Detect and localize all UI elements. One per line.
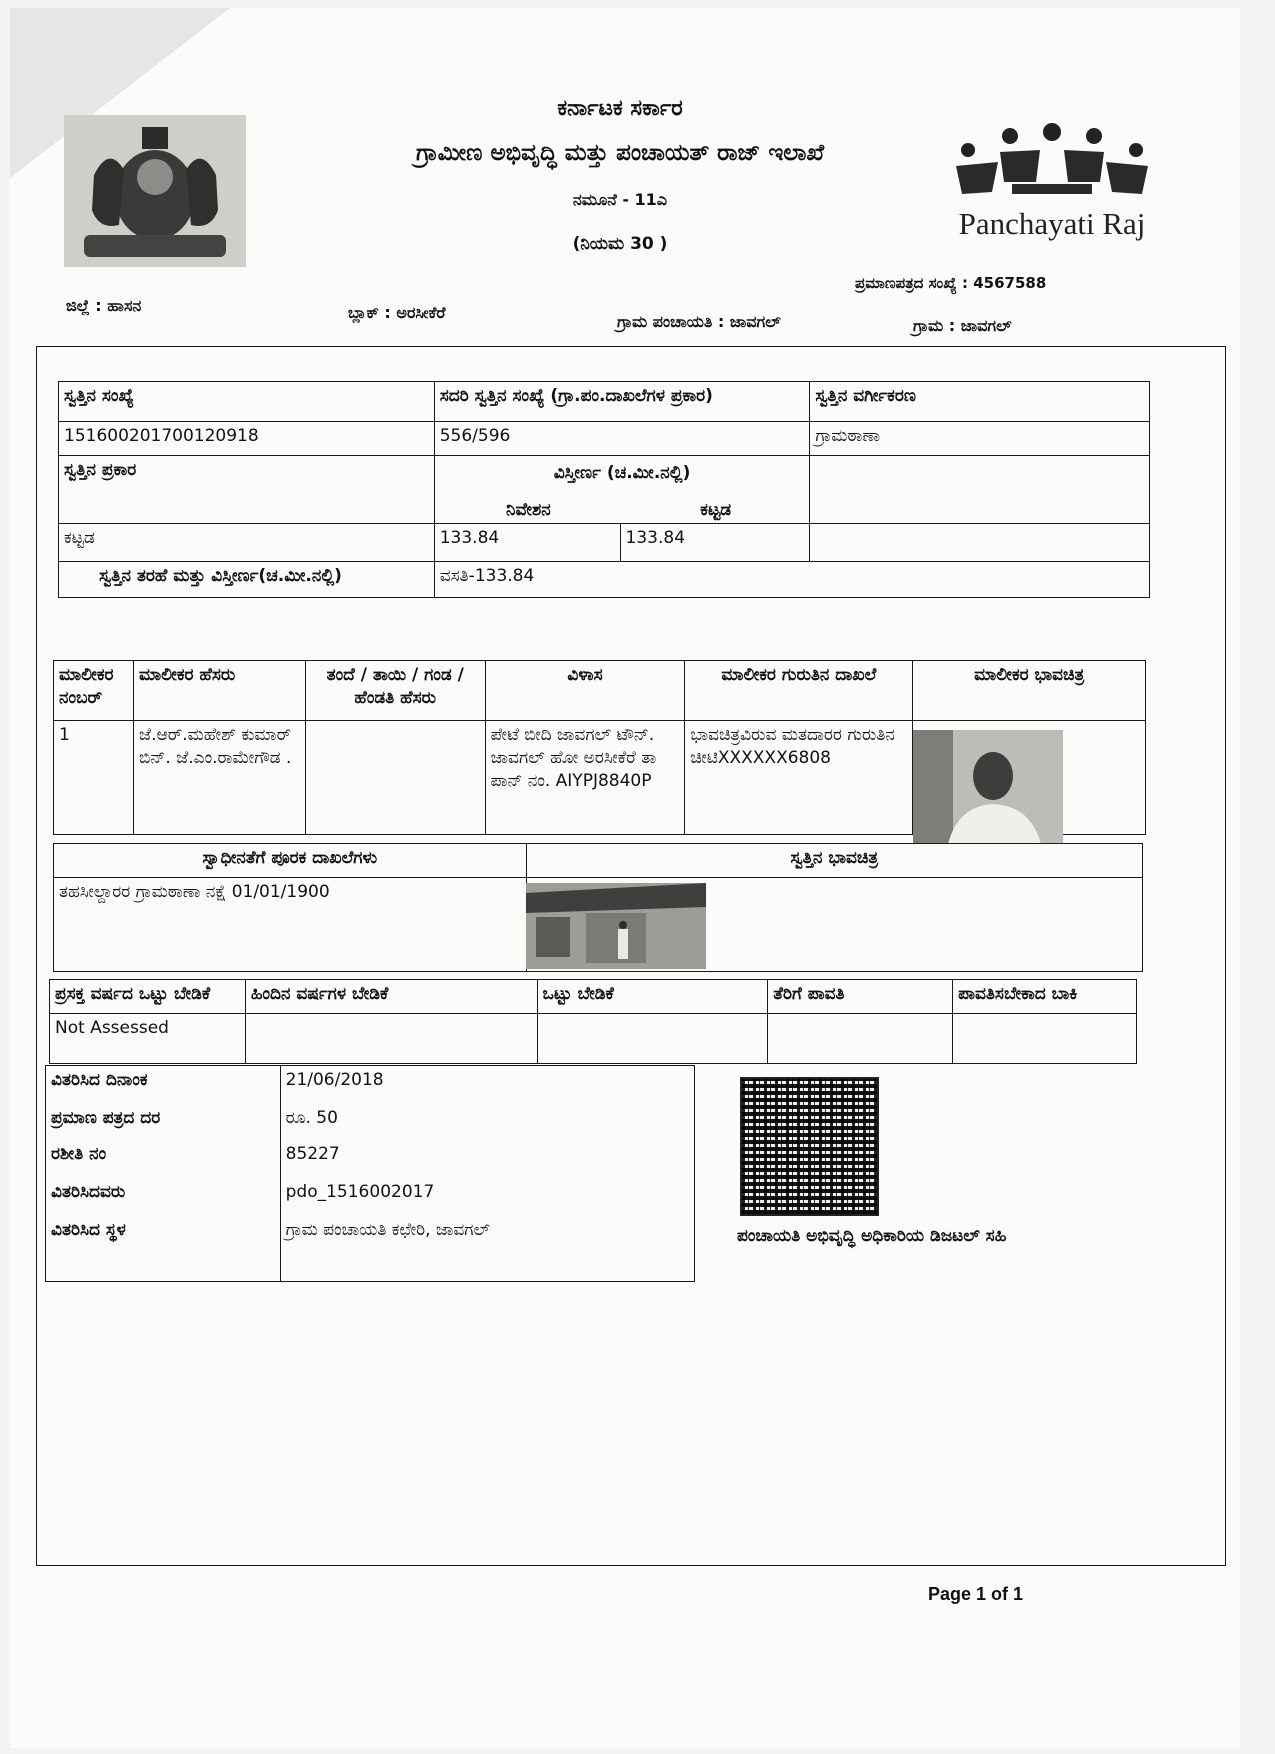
owner-photo	[913, 730, 1063, 844]
ownership-docs-value: ತಹಸೀಲ್ದಾರರ ಗ್ರಾಮಠಾಣಾ ನಕ್ಷೆ 01/01/1900	[54, 878, 527, 972]
panchayati-raj-logo-text: Panchayati Raj	[958, 206, 1146, 241]
total-demand-header: ಒಟ್ಟು ಬೇಡಿಕೆ	[537, 980, 768, 1014]
empty-cell	[810, 524, 1150, 562]
certificate-fee-value: ರೂ. 50	[280, 1104, 694, 1140]
previous-demand-value	[245, 1014, 537, 1064]
owner-address: ಪೇಟೆ ಬೀದಿ ಜಾವಗಲ್ ಟೌನ್. ಜಾವಗಲ್ ಹೋ ಅರಸೀಕೆರೆ ತಾ ಪಾನ್ ನಂ. AIYPJ8840P	[485, 721, 685, 835]
nature-value: ವಸತಿ-133.84	[434, 562, 1149, 598]
issue-place-value: ಗ್ರಾಮ ಪಂಚಾಯತಿ ಕಛೇರಿ, ಜಾವಗಲ್	[280, 1216, 694, 1282]
site-label: ನಿವೇಶನ	[506, 499, 551, 520]
owner-name-header: ಮಾಲೀಕರ ಹೆಸರು	[133, 661, 305, 721]
property-type-value: ಕಟ್ಟಡ	[59, 524, 435, 562]
area-header	[434, 456, 810, 524]
issued-by-value: pdo_1516002017	[280, 1178, 694, 1216]
issued-by-label: ವಿತರಿಸಿದವರು	[46, 1178, 281, 1216]
relation-header: ತಂದೆ / ತಾಯಿ / ಗಂಡ / ಹೆಂಡತಿ ಹೆಸರು	[305, 661, 485, 721]
nature-label: ಸ್ವತ್ತಿನ ತರಹೆ ಮತ್ತು ವಿಸ್ತೀರ್ಣ(ಚ.ಮೀ.ನಲ್ಲಿ)	[59, 562, 435, 598]
address-header: ವಿಳಾಸ	[485, 661, 685, 721]
classification-label: ಸ್ವತ್ತಿನ ವರ್ಗೀಕರಣ	[810, 382, 1150, 422]
block: ಬ್ಲಾಕ್ : ಅರಸೀಕೆರೆ	[348, 303, 446, 322]
receipt-number-value: 85227	[280, 1140, 694, 1178]
property-photo-label: ಸ್ವತ್ತಿನ ಭಾವಚಿತ್ರ	[526, 844, 1142, 878]
area-label: ವಿಸ್ತೀರ್ಣ (ಚ.ಮೀ.ನಲ್ಲಿ)	[553, 463, 691, 483]
total-demand-value	[537, 1014, 768, 1064]
table-row	[46, 1140, 695, 1178]
certificate-number: ಪ್ರಮಾಣಪತ್ರದ ಸಂಖ್ಯೆ : 4567588	[855, 274, 1047, 292]
owner-number-header: ಮಾಲೀಕರ ನಂಬರ್	[54, 661, 134, 721]
issue-date-value: 21/06/2018	[280, 1066, 694, 1104]
certificate-fee-label: ಪ್ರಮಾಣ ಪತ್ರದ ದರ	[46, 1104, 281, 1140]
tax-table	[49, 979, 1137, 1064]
issue-date-label: ವಿತರಿಸಿದ ದಿನಾಂಕ	[46, 1066, 281, 1104]
current-demand-value: Not Assessed	[50, 1014, 246, 1064]
digital-signature-label: ಪಂಚಾಯತಿ ಅಭಿವೃದ್ಧಿ ಅಧಿಕಾರಿಯ ಡಿಜಟಲ್ ಸಹಿ	[737, 1226, 1007, 1246]
property-type-label: ಸ್ವತ್ತಿನ ಪ್ರಕಾರ	[59, 456, 435, 524]
table-row	[46, 1216, 695, 1282]
receipt-number-label: ರಶೀತಿ ನಂ	[46, 1140, 281, 1178]
tax-paid-header: ತೆರಿಗೆ ಪಾವತಿ	[768, 980, 953, 1014]
balance-header: ಪಾವತಿಸಬೇಕಾದ ಬಾಕಿ	[953, 980, 1137, 1014]
local-id-value: 556/596	[434, 422, 810, 456]
government-title: ಕರ್ನಾಟಕ ಸರ್ಕಾರ	[557, 96, 683, 121]
table-row	[46, 1104, 695, 1140]
owner-number: 1	[54, 721, 134, 835]
property-id-label: ಸ್ವತ್ತಿನ ಸಂಖ್ಯೆ	[59, 382, 435, 422]
table-row	[46, 1066, 695, 1104]
page-number: Page 1 of 1	[928, 1584, 1024, 1604]
property-photo	[526, 883, 706, 969]
balance-value	[953, 1014, 1137, 1064]
village: ಗ್ರಾಮ : ಜಾವಗಲ್	[913, 316, 1012, 335]
table-row	[46, 1178, 695, 1216]
tax-paid-value	[768, 1014, 953, 1064]
gram-panchayat: ಗ್ರಾಮ ಪಂಚಾಯತಿ : ಜಾವಗಲ್	[617, 312, 781, 331]
owner-id-document: ಭಾವಚಿತ್ರವಿರುವ ಮತದಾರರ ಗುರುತಿನ ಚೀಟಿXXXXXX6808	[685, 721, 913, 835]
karnataka-emblem-icon	[64, 115, 246, 267]
panchayati-raj-logo	[952, 122, 1152, 262]
issue-place-label: ವಿತರಿಸಿದ ಸ್ಥಳ	[46, 1216, 281, 1282]
owner-name: ಜೆ.ಆರ್.ಮಹೇಶ್ ಕುಮಾರ್ ಬಿನ್. ಜೆ.ಎಂ.ರಾಮೇಗೌಡ .	[133, 721, 305, 835]
department-title: ಗ್ರಾಮೀಣ ಅಭಿವೃದ್ಧಿ ಮತ್ತು ಪಂಚಾಯತ್ ರಾಜ್ ಇಲಾಖೆ	[416, 140, 824, 166]
district: ಜಿಲ್ಲೆ : ಹಾಸನ	[66, 296, 142, 315]
current-demand-header: ಪ್ರಸಕ್ತ ವರ್ಷದ ಒಟ್ಟು ಬೇಡಿಕೆ	[50, 980, 246, 1014]
local-id-label: ಸದರಿ ಸ್ವತ್ತಿನ ಸಂಖ್ಯೆ (ಗ್ರಾ.ಪಂ.ದಾಖಲೆಗಳ ಪ್ರಕಾರ)	[434, 382, 810, 422]
rule-number: (ನಿಯಮ 30 )	[572, 234, 668, 254]
building-value: 133.84	[620, 524, 810, 562]
owner-relation	[305, 721, 485, 835]
property-details-table	[58, 381, 1150, 598]
property-id-value: 151600201700120918	[59, 422, 435, 456]
building-label: ಕಟ್ಟಡ	[700, 499, 732, 520]
owner-photo-header: ಮಾಲೀಕರ ಭಾವಚಿತ್ರ	[913, 661, 1146, 721]
id-document-header: ಮಾಲೀಕರ ಗುರುತಿನ ದಾಖಲೆ	[685, 661, 913, 721]
qr-code-icon	[740, 1077, 879, 1216]
ownership-docs-label: ಸ್ವಾಧೀನತೆಗೆ ಪೂರಕ ದಾಖಲೆಗಳು	[54, 844, 527, 878]
form-number: ನಮೂನೆ - 11ಎ	[572, 190, 668, 209]
empty-cell	[810, 456, 1150, 524]
site-value: 133.84	[434, 524, 620, 562]
previous-demand-header: ಹಿಂದಿನ ವರ್ಷಗಳ ಬೇಡಿಕೆ	[245, 980, 537, 1014]
classification-value: ಗ್ರಾಮಠಾಣಾ	[810, 422, 1150, 456]
issue-details-table	[45, 1065, 695, 1282]
